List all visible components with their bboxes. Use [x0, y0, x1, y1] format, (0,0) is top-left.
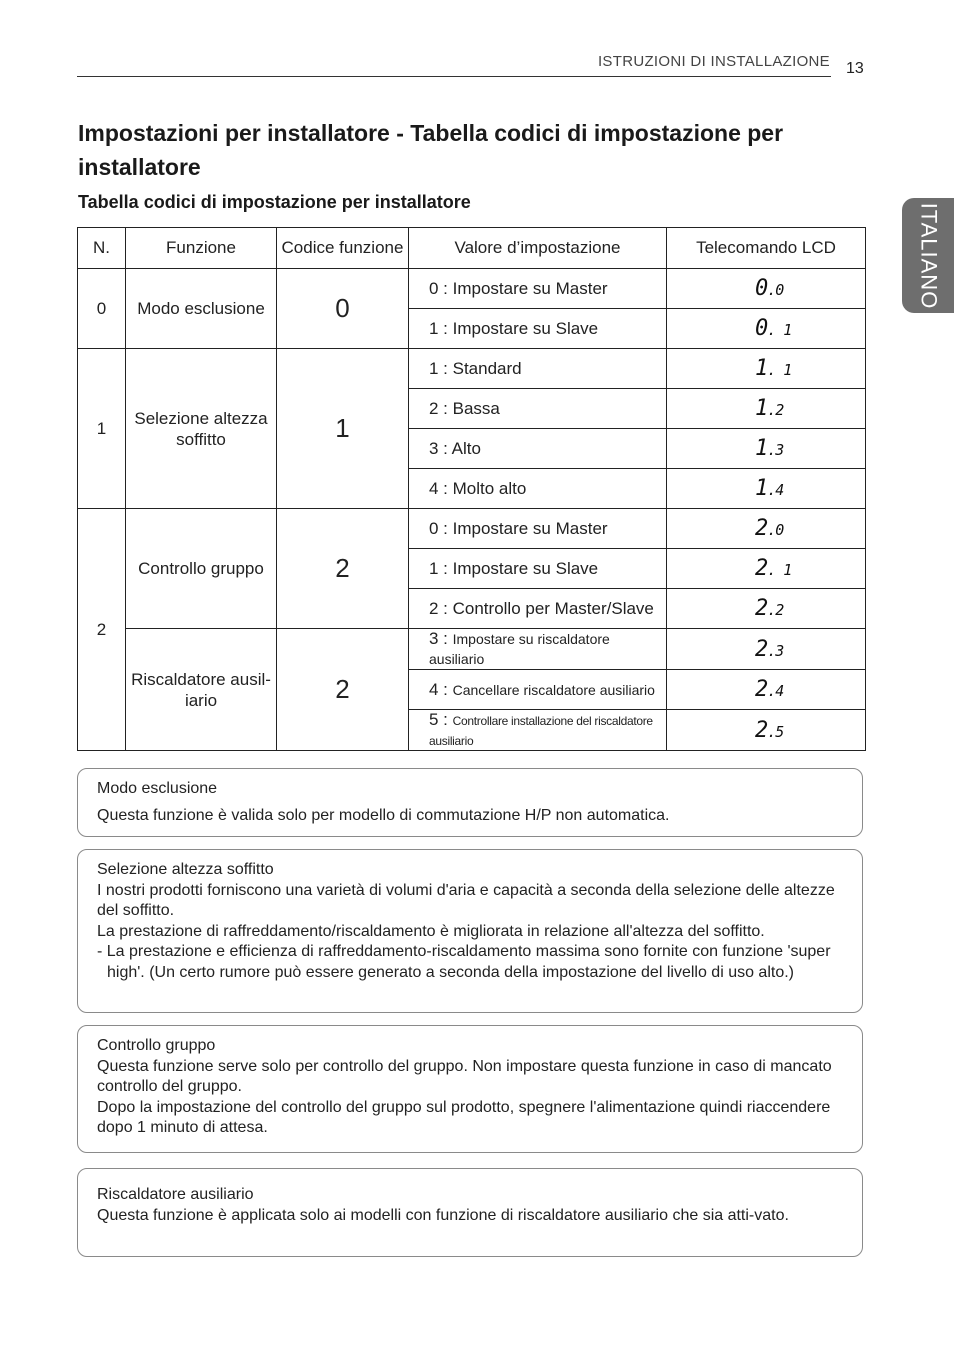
- lcd-sub-digit: .2: [767, 601, 784, 619]
- lcd-main-digit: 0: [755, 316, 768, 341]
- lcd-sub-digit: .0: [767, 521, 784, 539]
- setting-value: 0 : Impostare su Master: [409, 509, 667, 549]
- lcd-display: [667, 670, 866, 710]
- column-header-value: Valore d’impostazione: [409, 228, 667, 269]
- setting-value: 1 : Impostare su Slave: [409, 549, 667, 589]
- setting-value: 1 : Impostare su Slave: [409, 309, 667, 349]
- lcd-sub-digit: .0: [767, 281, 784, 299]
- note-text: Questa funzione serve solo per controllo del gruppo. Non impostare questa funzione in caso di mancato controllo del gruppo.: [97, 1057, 832, 1095]
- note-text: La prestazione di raffreddamento/riscaldamento è migliorata in relazione all'altezza del soffitto.: [97, 922, 765, 940]
- note-text: Questa funzione è valida solo per modello di commutazione H/P non automatica.: [97, 806, 670, 824]
- lcd-sub-digit: .4: [767, 481, 784, 499]
- lcd-main-digit: 2: [755, 677, 768, 702]
- lcd-display: [667, 389, 866, 429]
- table-header-row: [78, 228, 866, 269]
- note-box-bypass-mode: [77, 768, 863, 837]
- header-divider: [77, 76, 831, 77]
- lcd-display: [667, 309, 866, 349]
- lcd-display: [667, 349, 866, 389]
- lcd-sub-digit: . 1: [767, 321, 792, 339]
- setting-value: 0 : Impostare su Master: [409, 269, 667, 309]
- column-header-num: N.: [78, 228, 126, 269]
- lcd-sub-digit: .2: [767, 401, 784, 419]
- note-text: Dopo la impostazione del controllo del gruppo sul prodotto, spegnere l'alimentazione quindi riaccendere dopo 1 minuto di attesa.: [97, 1098, 831, 1136]
- lcd-display: [667, 549, 866, 589]
- table-row: [78, 269, 866, 309]
- lcd-main-digit: 1: [755, 436, 768, 461]
- function-name: Controllo gruppo: [126, 509, 277, 629]
- setting-value-prefix: 5 :: [429, 710, 453, 729]
- note-title: Selezione altezza soffitto: [97, 861, 274, 878]
- table-row: [78, 629, 866, 670]
- setting-value-text: Controllare installazione del riscaldatore ausiliario: [429, 714, 653, 748]
- lcd-sub-digit: . 1: [767, 561, 792, 579]
- setting-value: [409, 670, 667, 710]
- lcd-sub-digit: .4: [767, 682, 784, 700]
- note-box-group-control: [77, 1025, 863, 1153]
- lcd-display: [667, 429, 866, 469]
- note-box-ceiling-height: [77, 849, 863, 1013]
- table-row: [78, 349, 866, 389]
- lcd-display: [667, 269, 866, 309]
- setting-value: 1 : Standard: [409, 349, 667, 389]
- lcd-sub-digit: .3: [767, 641, 784, 660]
- setting-value: [409, 710, 667, 751]
- lcd-main-digit: 2: [755, 556, 768, 581]
- lcd-main-digit: 1: [755, 476, 768, 501]
- settings-code-table: [77, 227, 866, 751]
- lcd-sub-digit: .3: [767, 441, 784, 459]
- lcd-main-digit: 2: [755, 596, 768, 621]
- language-tab: [902, 198, 954, 313]
- function-name-text: Selezione altezza soffitto: [134, 408, 268, 449]
- setting-value-prefix: 4 :: [429, 679, 453, 699]
- note-text: I nostri prodotti forniscono una varietà di volumi d'aria e capacità a seconda della selezione delle altezze del soffitto.: [97, 881, 835, 919]
- column-header-lcd: Telecomando LCD: [667, 228, 866, 269]
- function-name: [126, 349, 277, 509]
- setting-value: 2 : Controllo per Master/Slave: [409, 589, 667, 629]
- function-name: Riscaldatore ausil-iario: [126, 629, 277, 751]
- lcd-display: [667, 469, 866, 509]
- note-title: Controllo gruppo: [97, 1037, 216, 1054]
- lcd-main-digit: 2: [755, 717, 768, 743]
- function-code: 2: [277, 509, 409, 629]
- table-row: [78, 509, 866, 549]
- setting-value-text: Impostare su riscaldatore ausiliario: [429, 631, 610, 667]
- lcd-main-digit: 1: [755, 356, 768, 381]
- column-header-code: Codice funzione: [277, 228, 409, 269]
- note-box-aux-heater: [77, 1168, 863, 1257]
- lcd-sub-digit: .5: [767, 722, 784, 741]
- setting-value: 2 : Bassa: [409, 389, 667, 429]
- setting-value-text: Cancellare riscaldatore ausiliario: [452, 681, 655, 698]
- note-text: - La prestazione e efficienza di raffreddamento-riscaldamento massima sono fornite con funzione 'super high'. (Un certo rumore può essere generato a seconda della impostazione del livello di uso alto.): [97, 943, 831, 981]
- lcd-display: [667, 710, 866, 751]
- page-title: Impostazioni per installatore - Tabella codici di impostazione per installatore: [78, 120, 784, 180]
- lcd-main-digit: 2: [755, 636, 768, 662]
- row-number: 0: [78, 269, 126, 349]
- column-header-function: Funzione: [126, 228, 277, 269]
- setting-value: 4 : Molto alto: [409, 469, 667, 509]
- lcd-sub-digit: . 1: [767, 361, 792, 379]
- note-title: Riscaldatore ausiliario: [97, 1186, 254, 1203]
- page-number: 13: [846, 60, 864, 77]
- note-title: Modo esclusione: [97, 780, 218, 797]
- setting-value: 3 : Alto: [409, 429, 667, 469]
- note-text: Questa funzione è applicata solo ai modelli con funzione di riscaldatore ausiliario che sia atti-vato.: [97, 1206, 789, 1224]
- setting-value-prefix: 3 :: [429, 629, 453, 648]
- lcd-main-digit: 0: [755, 276, 768, 301]
- header-section-label: ISTRUZIONI DI INSTALLAZIONE: [597, 53, 830, 70]
- lcd-main-digit: 2: [755, 516, 768, 541]
- setting-value: [409, 629, 667, 670]
- function-code: 1: [277, 349, 409, 509]
- lcd-display: [667, 629, 866, 670]
- section-title: Tabella codici di impostazione per installatore: [78, 192, 471, 212]
- function-code: 0: [277, 269, 409, 349]
- function-name: Modo esclusione: [126, 269, 277, 349]
- row-number: 2: [78, 509, 126, 751]
- lcd-display: [667, 589, 866, 629]
- function-code: 2: [277, 629, 409, 751]
- lcd-display: [667, 509, 866, 549]
- row-number: 1: [78, 349, 126, 509]
- language-tab-label: ITALIANO: [916, 202, 941, 309]
- lcd-main-digit: 1: [755, 396, 768, 421]
